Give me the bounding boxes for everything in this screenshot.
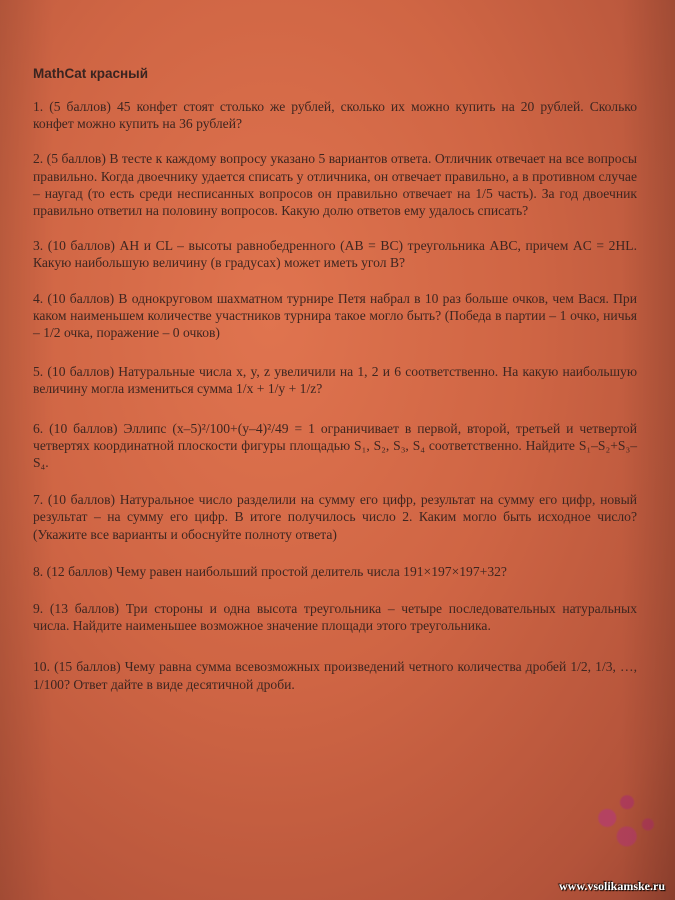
problem-8: 8. (12 баллов) Чему равен наибольший простой делитель числа 191×197×197+32? — [33, 563, 507, 579]
problem-3: 3. (10 баллов) AH и CL – высоты равнобедренного (AB = BC) треугольника ABC, причем AC = 2HL. Какую наибольшую величину (в градусах) может иметь угол B? — [33, 238, 637, 271]
watermark-text: www.vsolikamske.ru — [558, 879, 665, 893]
problem-7: 7. (10 баллов) Натуральное число разделили на сумму его цифр, результат на сумму его цифр, новый результат – на сумму его цифр. В итоге получилось число 2. Каким могло быть исходное число? (Укажите все варианты и обоснуйте полноту ответа) — [33, 492, 637, 542]
problem-6: 6. (10 баллов) Эллипс (x–5)²/100+(y–4)²/49 = 1 ограничивает в первой, второй, третьей и четвертой четвертях координатной плоскости фигуры площадью S₁, S₂, S₃, S₄ соответственно. Найдите S₁–S₂+S₃–S₄. — [33, 420, 637, 471]
problem-1: 1. (5 баллов) 45 конфет стоят столько же рублей, сколько их можно купить на 20 рублей. Сколько конфет можно купить на 36 рублей? — [33, 99, 637, 132]
problem-5: 5. (10 баллов) Натуральные числа x, y, z увеличили на 1, 2 и 6 соответственно. На какую наибольшую величину могла измениться сумма 1/x + 1/y + 1/z? — [33, 364, 637, 397]
problem-10: 10. (15 баллов) Чему равна сумма всевозможных произведений четного количества дробей 1/2, 1/3, …, 1/100? Ответ дайте в виде десятичной дроби. — [33, 659, 637, 692]
ink-stain — [574, 769, 675, 872]
document-title: MathCat красный — [33, 66, 149, 81]
problem-4: 4. (10 баллов) В однокруговом шахматном турнире Петя набрал в 10 раз больше очков, чем Вася. При каком наименьшем количестве участников турнира такое могло быть? (Победа в партии – 1 очко, ничья – 1/2 очка, поражение – 0 очков) — [33, 290, 637, 341]
problem-2: 2. (5 баллов) В тесте к каждому вопросу указано 5 вариантов ответа. Отличник отвечает на все вопросы правильно. Когда двоечнику удается списать у отличника, он отвечает правильно, а в противном случае – наугад (то есть среди несписанных вопросов он правильно отвечает на 1/5 часть). За год двоечник правильно ответил на половину вопросов. Какую долю ответов ему удалось списать? — [33, 151, 637, 219]
problem-list — [33, 98, 637, 711]
problem-9: 9. (13 баллов) Три стороны и одна высота треугольника – четыре последовательных натуральных числа. Найдите наименьшее возможное значение площади этого треугольника. — [33, 601, 637, 634]
